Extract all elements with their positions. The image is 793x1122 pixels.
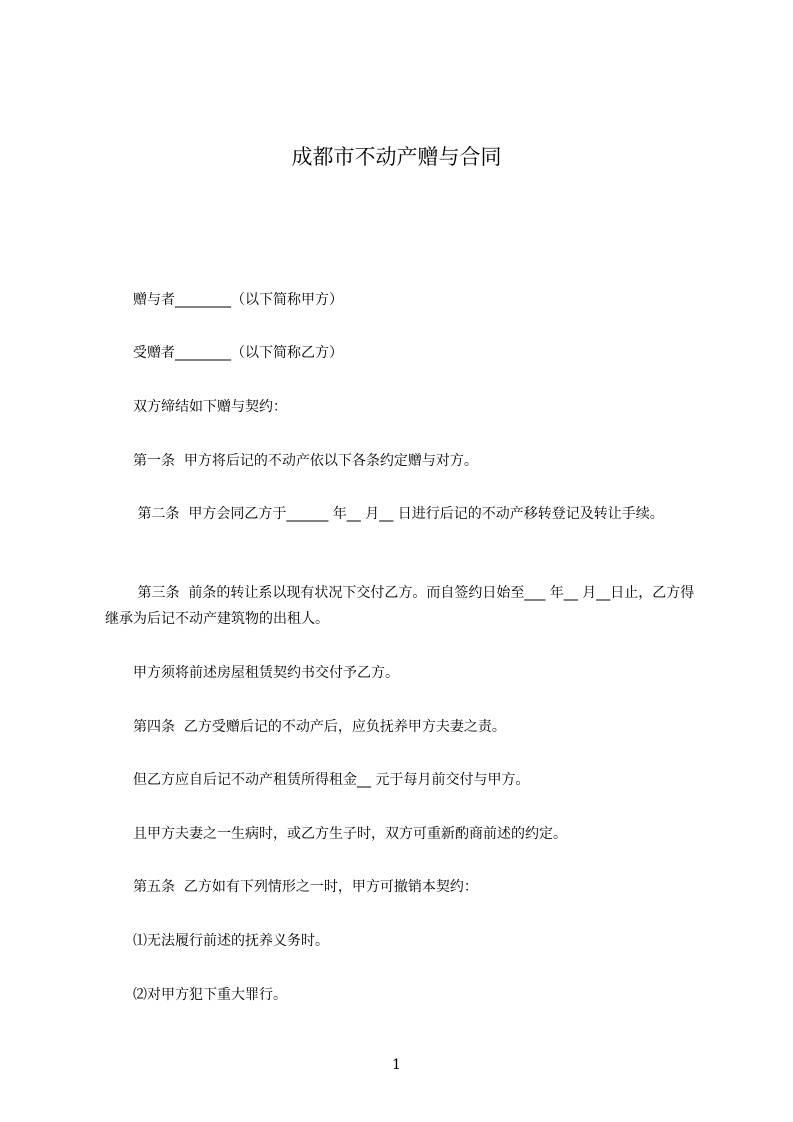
paragraph-agreement-intro: 双方缔结如下赠与契约： [105,399,287,415]
page-number: 1 [392,1057,401,1073]
paragraph-article-2: 第二条 甲方会同乙方于______ 年__ 月__ 日进行后记的不动产移转登记及转让手续。 [105,506,664,522]
list-item-revocation-1: ⑴无法履行前述的抚养义务时。 [105,933,329,949]
paragraph-article-4: 第四条 乙方受赠后记的不动产后，应负抚养甲方夫妻之责。 [105,719,506,735]
paragraph-renegotiation: 且甲方夫妻之一生病时，或乙方生子时，双方可重新酌商前述的约定。 [105,826,567,842]
paragraph-donee: 受赠者________（以下简称乙方） [105,345,343,361]
paragraph-article-1: 第一条 甲方将后记的不动产依以下各条约定赠与对方。 [105,453,478,469]
paragraph-article-5: 第五条 乙方如有下列情形之一时，甲方可撤销本契约： [105,879,478,895]
document-title: 成都市不动产赠与合同 [291,145,502,169]
paragraph-rent-payment: 但乙方应自后记不动产租赁所得租金__ 元于每月前交付与甲方。 [105,772,530,788]
paragraph-donor: 赠与者________（以下简称甲方） [105,292,343,308]
paragraph-lease-handover: 甲方须将前述房屋租赁契约书交付予乙方。 [105,665,399,681]
list-item-revocation-2: ⑵对甲方犯下重大罪行。 [105,987,287,1003]
paragraph-article-3: 第三条 前条的转让系以现有状况下交付乙方。而自签约日始至___ 年__ 月__日止，乙方得继承为后记不动产建筑物的出租人。 [105,585,695,627]
